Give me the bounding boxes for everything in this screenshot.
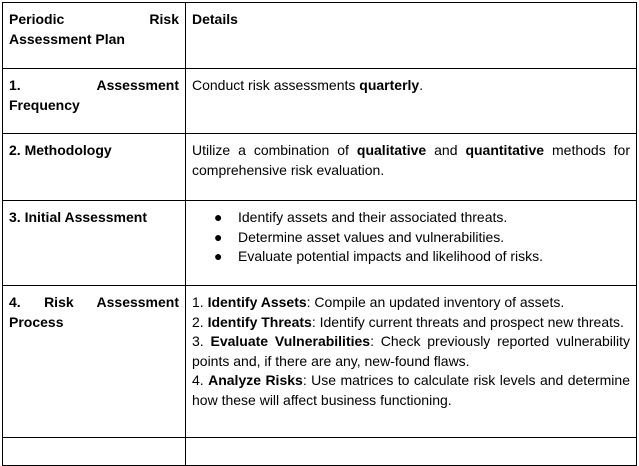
list-item <box>214 208 630 228</box>
list-item-text: Evaluate potential impacts and likelihood of risks. <box>238 248 544 264</box>
details-emphasis: quarterly <box>359 77 420 93</box>
step-number: 4. <box>192 372 209 388</box>
step-number: 3. <box>192 333 211 349</box>
row-label: 2. Methodology <box>3 134 186 201</box>
process-step <box>192 293 630 313</box>
row-details <box>186 69 637 134</box>
details-emphasis: quantitative <box>465 142 545 158</box>
step-title: Identify Assets <box>207 294 307 310</box>
process-step <box>192 332 630 371</box>
step-text: : Compile an updated inventory of assets. <box>306 294 565 310</box>
row-details <box>186 201 637 286</box>
row-label: 1. Assessment Frequency <box>3 69 186 134</box>
table-row-partial <box>3 438 637 466</box>
bullet-dot-icon: ● <box>214 248 223 264</box>
process-step <box>192 371 630 410</box>
details-text: Conduct risk assessments <box>192 77 360 93</box>
details-emphasis: qualitative <box>356 142 427 158</box>
bullet-dot-icon: ● <box>214 209 223 225</box>
step-text: : Use matrices to calculate risk levels and determine how these will affect business functioning. <box>192 372 630 408</box>
row-details <box>186 134 637 201</box>
details-text: methods for comprehensive risk evaluation. <box>192 142 630 178</box>
process-step <box>192 313 630 333</box>
details-text: and <box>426 142 466 158</box>
step-text: : Identify current threats and prospect new threats. <box>311 313 624 330</box>
step-text: : Check previously reported vulnerability points and, if there are any, new-found flaws. <box>192 333 630 369</box>
row-label: 3. Initial Assessment <box>3 201 186 286</box>
table-row <box>3 201 637 286</box>
step-title: Analyze Risks <box>208 372 303 388</box>
step-title: Evaluate Vulnerabilities <box>210 333 371 349</box>
row-label: 4. Risk Assessment Process <box>3 286 186 438</box>
bullet-dot-icon: ● <box>214 228 223 245</box>
list-item <box>214 228 630 248</box>
row-details <box>186 286 637 438</box>
details-text: Utilize a combination of <box>192 142 357 158</box>
table-row <box>3 69 637 134</box>
row-details-empty <box>186 438 637 466</box>
bullet-list <box>190 208 630 267</box>
header-details-cell: Details <box>186 3 637 69</box>
list-item-text: Identify assets and their associated threats. <box>238 209 508 225</box>
step-title: Identify Threats <box>207 313 312 330</box>
risk-assessment-table <box>2 2 637 466</box>
step-number: 2. <box>192 313 208 330</box>
list-item <box>214 247 630 267</box>
table-row <box>3 134 637 201</box>
header-plan-cell: Periodic Risk Assessment Plan <box>3 3 186 69</box>
details-text: . <box>419 77 424 93</box>
row-label-empty <box>3 438 186 466</box>
step-number: 1. <box>192 294 208 310</box>
table-row <box>3 286 637 438</box>
list-item-text: Determine asset values and vulnerabilities. <box>238 228 505 245</box>
table-header-row <box>3 3 637 69</box>
